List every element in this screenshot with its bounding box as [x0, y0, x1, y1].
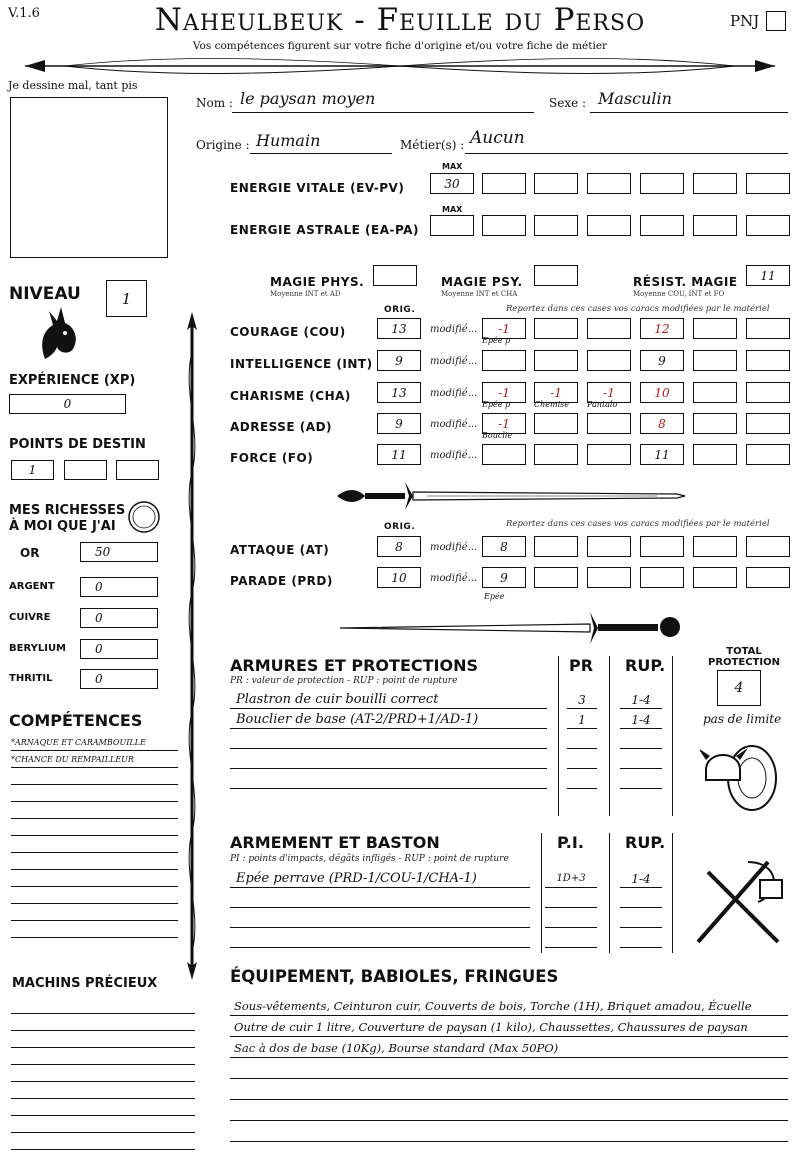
stat-mod-box[interactable]	[746, 382, 790, 403]
stat-mod-box[interactable]	[746, 350, 790, 371]
wealth-value-box[interactable]: 0	[80, 577, 158, 597]
xp-box[interactable]: 0	[9, 394, 126, 414]
magie-phys-box[interactable]	[373, 265, 417, 286]
sword-icon-2	[340, 606, 685, 646]
stat-mod-box[interactable]	[482, 444, 526, 465]
stat-mod-box[interactable]	[693, 350, 737, 371]
weapons-sub: PI : points d'impacts, dégâts infligés - RUP : point de rupture	[230, 854, 509, 864]
wealth-value-box[interactable]: 0	[80, 669, 158, 689]
sword-icon	[337, 478, 687, 514]
stat-mod-box[interactable]: 8	[640, 413, 684, 434]
wealth-label: CUIVRE	[9, 612, 51, 623]
stat-mod-box[interactable]	[746, 318, 790, 339]
combat-mod-box[interactable]	[640, 536, 684, 557]
weapon-rup[interactable]: 1-4	[631, 872, 651, 886]
combat-mod-box[interactable]	[534, 536, 578, 557]
coin-icon	[127, 500, 161, 534]
stat-mod-box[interactable]	[746, 444, 790, 465]
armor-col-pr: PR	[569, 656, 594, 675]
modifier-source: Epée p	[482, 336, 511, 345]
stat-label: CHARISME (CHA)	[230, 389, 351, 403]
stat-orig-box[interactable]: 13	[377, 318, 421, 339]
combat-label: ATTAQUE (AT)	[230, 543, 330, 557]
machins-precieux-title: MACHINS PRÉCIEUX	[12, 976, 158, 991]
origine-field[interactable]: Humain	[256, 131, 321, 150]
skill-item[interactable]: *ARNAQUE ET CARAMBOUILLE	[11, 738, 146, 747]
ea-box-4[interactable]	[640, 215, 684, 236]
destin-box-3[interactable]	[116, 460, 159, 480]
wealth-value-box[interactable]: 0	[80, 639, 158, 659]
wealth-title-2: À MOI QUE J'AI	[9, 519, 116, 534]
wealth-title-1: MES RICHESSES	[9, 503, 126, 518]
competences-title: COMPÉTENCES	[9, 711, 143, 730]
niveau-label: NIVEAU	[9, 284, 81, 304]
stat-mod-box[interactable]	[746, 413, 790, 434]
weapons-col-rup: RUP.	[625, 833, 666, 852]
armor-col-rup: RUP.	[625, 656, 666, 675]
modifier-source: Pantalo	[587, 400, 618, 409]
combat-note: Reportez dans ces cases vos caracs modifiées par le matériel	[506, 519, 770, 529]
modified-label: modifié...	[430, 573, 478, 584]
destin-label: POINTS DE DESTIN	[9, 437, 146, 452]
wealth-label: ARGENT	[9, 581, 55, 592]
stat-mod-box[interactable]	[693, 444, 737, 465]
equipment-line[interactable]: Sous-vêtements, Ceinturon cuir, Couverts de bois, Torche (1H), Briquet amadou, Écuelle	[234, 999, 752, 1013]
equipment-title: ÉQUIPEMENT, BABIOLES, FRINGUES	[230, 967, 559, 986]
armor-sub: PR : valeur de protection - RUP : point de rupture	[230, 676, 458, 686]
magie-psy-label: MAGIE PSY.	[441, 275, 523, 289]
weapons-col-pi: P.I.	[557, 833, 584, 852]
stat-mod-box[interactable]	[534, 318, 578, 339]
ev-box-3[interactable]	[587, 173, 631, 194]
stat-mod-box[interactable]	[482, 350, 526, 371]
magie-psy-box[interactable]	[534, 265, 578, 286]
ea-label: ENERGIE ASTRALE (EA-PA)	[230, 223, 419, 237]
stat-mod-box[interactable]	[587, 413, 631, 434]
magie-psy-sub: Moyenne INT et CHA	[441, 290, 518, 298]
modified-label: modifié...	[430, 542, 478, 553]
ea-box-3[interactable]	[587, 215, 631, 236]
sheet-title: Naheulbeuk - Feuille du Perso	[154, 2, 646, 38]
modifier-source: Epée p	[482, 400, 511, 409]
xp-label: EXPÉRIENCE (XP)	[9, 373, 136, 388]
magie-phys-sub: Moyenne INT et AD	[270, 290, 341, 298]
total-protection-label: TOTAL PROTECTION	[708, 646, 780, 668]
combat-orig-label: ORIG.	[384, 522, 416, 532]
ev-max-label: MAX	[442, 162, 463, 171]
resist-magie-box[interactable]: 11	[746, 265, 790, 286]
ev-box-1[interactable]	[482, 173, 526, 194]
version-label: V.1.6	[8, 6, 40, 21]
combat-mod-box[interactable]	[746, 536, 790, 557]
stat-mod-box[interactable]	[587, 444, 631, 465]
armor-rup[interactable]: 1-4	[631, 693, 651, 707]
wealth-value-box[interactable]: 50	[80, 542, 158, 562]
wealth-label: THRITIL	[9, 673, 53, 684]
armor-rup[interactable]: 1-4	[631, 713, 651, 727]
stat-mod-box[interactable]: -1	[482, 318, 526, 339]
portrait-box[interactable]	[10, 97, 168, 258]
metier-field[interactable]: Aucun	[470, 128, 525, 148]
combat-mod-box[interactable]	[693, 567, 737, 588]
armor-title: ARMURES ET PROTECTIONS	[230, 656, 478, 675]
modified-label: modifié...	[430, 419, 478, 430]
niveau-box[interactable]: 1	[106, 280, 147, 317]
ea-box-1[interactable]	[482, 215, 526, 236]
combat-mod-box[interactable]	[746, 567, 790, 588]
ev-box-2[interactable]	[534, 173, 578, 194]
stat-mod-box[interactable]: -1	[587, 382, 631, 403]
stat-mod-box[interactable]: -1	[482, 382, 526, 403]
spear-divider-icon	[5, 54, 795, 78]
combat-orig-box[interactable]: 10	[377, 567, 421, 588]
sheet-subtitle: Vos compétences figurent sur votre fiche d'origine et/ou votre fiche de métier	[192, 40, 608, 52]
stat-mod-box[interactable]	[693, 382, 737, 403]
ea-box-5[interactable]	[693, 215, 737, 236]
combat-mod-box[interactable]	[693, 536, 737, 557]
wealth-label: BERYLIUM	[9, 643, 67, 654]
staff-decoration-icon	[180, 312, 204, 980]
origine-label: Origine :	[196, 138, 250, 152]
stat-mod-box[interactable]: 12	[640, 318, 684, 339]
stat-mod-box[interactable]: 11	[640, 444, 684, 465]
nom-label: Nom :	[196, 96, 233, 110]
stat-label: FORCE (FO)	[230, 451, 314, 465]
stat-mod-box[interactable]	[587, 318, 631, 339]
stat-label: INTELLIGENCE (INT)	[230, 357, 373, 371]
stat-mod-box[interactable]	[534, 444, 578, 465]
sexe-field[interactable]: Masculin	[598, 89, 672, 108]
stat-mod-box[interactable]: -1	[534, 382, 578, 403]
weapon-pi[interactable]: 1D+3	[556, 873, 586, 884]
stat-label: COURAGE (COU)	[230, 325, 346, 339]
sexe-label: Sexe :	[549, 96, 587, 110]
helmet-shield-icon	[700, 730, 780, 814]
stat-orig-box[interactable]: 13	[377, 382, 421, 403]
combat-label: PARADE (PRD)	[230, 574, 333, 588]
equipment-line[interactable]: Outre de cuir 1 litre, Couverture de paysan (1 kilo), Chaussettes, Chaussures de paysan	[234, 1020, 748, 1034]
crossed-weapons-icon	[688, 852, 788, 952]
ea-box-2[interactable]	[534, 215, 578, 236]
protection-limit: pas de limite	[703, 712, 782, 726]
stat-mod-box[interactable]: 9	[640, 350, 684, 371]
modifier-source: Bouclie	[482, 431, 513, 440]
combat-orig-box[interactable]: 8	[377, 536, 421, 557]
metier-label: Métier(s) :	[400, 138, 465, 152]
modifier-source: Epée	[484, 592, 505, 601]
magie-phys-label: MAGIE PHYS.	[270, 275, 365, 289]
stat-orig-box[interactable]: 11	[377, 444, 421, 465]
ea-max-box[interactable]	[430, 215, 474, 236]
ev-label: ENERGIE VITALE (EV-PV)	[230, 181, 405, 195]
stat-mod-box[interactable]	[534, 350, 578, 371]
stat-mod-box[interactable]	[534, 413, 578, 434]
destin-box-2[interactable]	[64, 460, 107, 480]
stats-note: Reportez dans ces cases vos caracs modifiées par le matériel	[506, 304, 770, 314]
armor-pr[interactable]: 3	[578, 693, 586, 707]
stat-orig-box[interactable]: 9	[377, 413, 421, 434]
combat-mod-box[interactable]	[534, 567, 578, 588]
weapons-title: ARMEMENT ET BASTON	[230, 833, 440, 852]
modified-label: modifié...	[430, 324, 478, 335]
armor-pr[interactable]: 1	[578, 713, 586, 727]
wealth-label: OR	[20, 546, 40, 560]
combat-mod-box[interactable]	[640, 567, 684, 588]
combat-mod-box[interactable]	[587, 536, 631, 557]
modified-label: modifié...	[430, 450, 478, 461]
modifier-source: Chemise	[534, 400, 569, 409]
modified-label: modifié...	[430, 388, 478, 399]
armor-name[interactable]: Plastron de cuir bouilli correct	[236, 692, 439, 707]
stat-mod-box[interactable]: -1	[482, 413, 526, 434]
portrait-caption: Je dessine mal, tant pis	[8, 79, 138, 92]
skill-item[interactable]: *CHANCE DU REMPAILLEUR	[11, 755, 134, 764]
modified-label: modifié...	[430, 356, 478, 367]
ev-max-box[interactable]: 30	[430, 173, 474, 194]
combat-mod-box[interactable]	[587, 567, 631, 588]
pnj-checkbox[interactable]	[766, 11, 786, 31]
stat-mod-box[interactable]	[693, 413, 737, 434]
dragon-icon	[35, 303, 81, 361]
stat-mod-box[interactable]: 10	[640, 382, 684, 403]
nom-field[interactable]: le paysan moyen	[240, 89, 376, 108]
pnj-label: PNJ	[730, 12, 760, 30]
armor-name[interactable]: Bouclier de base (AT-2/PRD+1/AD-1)	[236, 712, 479, 727]
stat-mod-box[interactable]	[693, 318, 737, 339]
stat-label: ADRESSE (AD)	[230, 420, 333, 434]
ea-max-label: MAX	[442, 205, 463, 214]
stat-orig-box[interactable]: 9	[377, 350, 421, 371]
combat-mod-box[interactable]: 9	[482, 567, 526, 588]
stats-orig-label: ORIG.	[384, 305, 416, 315]
resist-magie-sub: Moyenne COU, INT et FO	[633, 290, 725, 298]
equipment-line[interactable]: Sac à dos de base (10Kg), Bourse standard (Max 50PO)	[234, 1041, 559, 1055]
wealth-value-box[interactable]: 0	[80, 608, 158, 628]
ea-box-6[interactable]	[746, 215, 790, 236]
combat-mod-box[interactable]: 8	[482, 536, 526, 557]
ev-box-6[interactable]	[746, 173, 790, 194]
ev-box-5[interactable]	[693, 173, 737, 194]
ev-box-4[interactable]	[640, 173, 684, 194]
weapon-name[interactable]: Epée perrave (PRD-1/COU-1/CHA-1)	[236, 871, 477, 886]
total-protection-box[interactable]: 4	[717, 670, 761, 706]
resist-magie-label: RÉSIST. MAGIE	[633, 275, 738, 289]
stat-mod-box[interactable]	[587, 350, 631, 371]
destin-box-1[interactable]: 1	[11, 460, 54, 480]
